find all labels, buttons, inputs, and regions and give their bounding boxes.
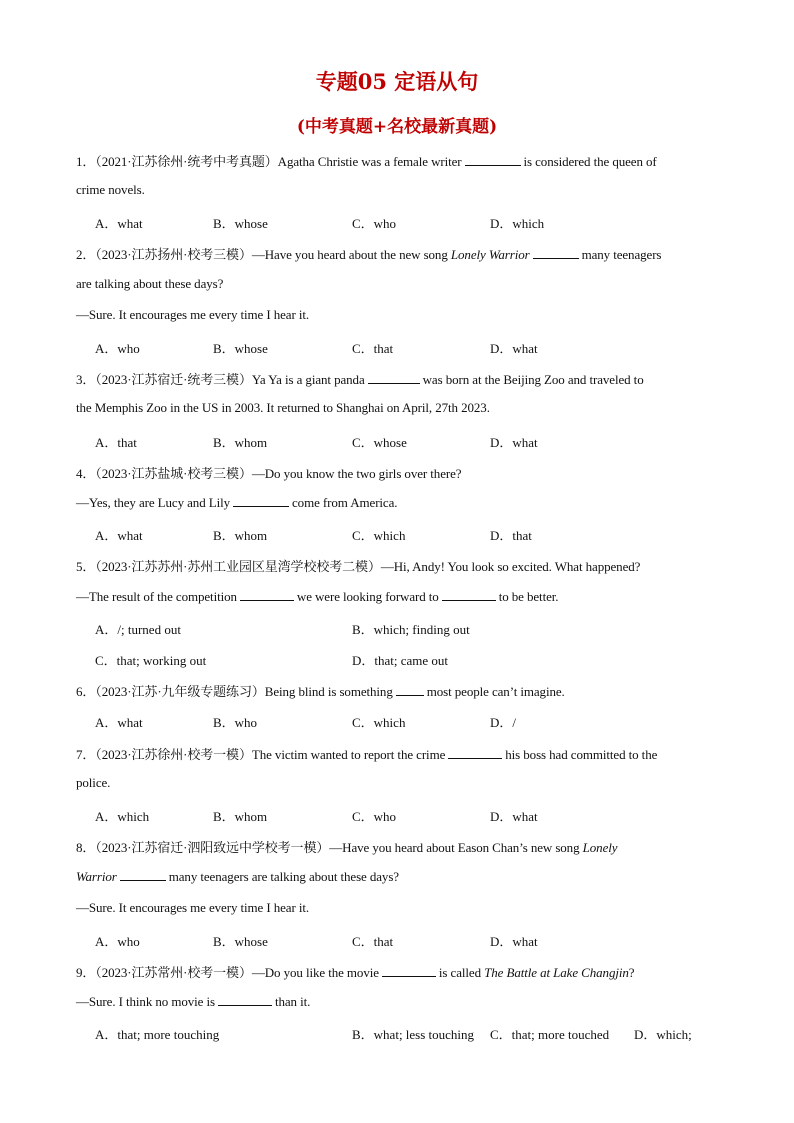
- question-7-option-b[interactable]: B．whom: [213, 809, 268, 824]
- question-5-stem: 5．（2023·江苏苏州·苏州工业园区星湾学校校考二模）—Hi, Andy! You look so excited. What happened?: [76, 559, 641, 574]
- question-3-option-a[interactable]: A．that: [95, 435, 137, 450]
- question-2-option-c[interactable]: C．that: [352, 341, 394, 356]
- question-8-option-b[interactable]: B．whose: [213, 934, 268, 949]
- question-1-option-d[interactable]: D．which: [490, 216, 545, 231]
- question-9-option-c[interactable]: C．that; more touched: [490, 1027, 610, 1042]
- answer-blank: [233, 494, 289, 507]
- question-3-stem: 3．（2023·江苏宿迁·统考三模）Ya Ya is a giant panda was born at the Beijing Zoo and traveled to: [76, 372, 644, 387]
- question-9-option-d[interactable]: D．which;: [634, 1027, 692, 1042]
- question-4-option-d[interactable]: D．that: [490, 528, 532, 543]
- page-title: 专题05 定语从句: [315, 69, 479, 94]
- question-2-option-a[interactable]: A．who: [95, 341, 140, 356]
- question-7-option-d[interactable]: D．what: [490, 809, 538, 824]
- question-5-option-a[interactable]: A．/; turned out: [95, 622, 181, 637]
- question-5-option-c[interactable]: C．that; working out: [95, 653, 207, 668]
- question-1-option-a[interactable]: A．what: [95, 216, 143, 231]
- answer-blank: [120, 868, 166, 881]
- question-9-reply: —Sure. I think no movie is than it.: [76, 994, 311, 1009]
- question-2-stem-cont: are talking about these days?: [76, 276, 224, 291]
- question-6-option-a[interactable]: A．what: [95, 715, 143, 730]
- answer-blank: [368, 371, 420, 384]
- question-3-option-c[interactable]: C．whose: [352, 435, 407, 450]
- question-7-stem-cont: police.: [76, 775, 111, 790]
- question-4-option-c[interactable]: C．which: [352, 528, 406, 543]
- question-1-stem-cont: crime novels.: [76, 182, 145, 197]
- question-4-reply: —Yes, they are Lucy and Lily come from America.: [76, 495, 398, 510]
- question-1-stem: 1．（2021·江苏徐州·统考中考真题）Agatha Christie was a female writer is considered the queen of: [76, 154, 657, 169]
- question-1-option-c[interactable]: C．who: [352, 216, 397, 231]
- question-7-stem: 7．（2023·江苏徐州·校考一模）The victim wanted to report the crime his boss had committed to the: [76, 747, 658, 762]
- question-5-option-d[interactable]: D．that; came out: [352, 653, 449, 668]
- question-4-option-a[interactable]: A．what: [95, 528, 143, 543]
- answer-blank: [396, 683, 424, 696]
- question-3-option-b[interactable]: B．whom: [213, 435, 268, 450]
- question-4-stem: 4．（2023·江苏盐城·校考三模）—Do you know the two girls over there?: [76, 466, 462, 481]
- question-9-stem: 9．（2023·江苏常州·校考一模）—Do you like the movie is called The Battle at Lake Changjin?: [76, 965, 635, 980]
- answer-blank: [533, 246, 579, 259]
- answer-blank: [240, 588, 294, 601]
- question-6-option-b[interactable]: B．who: [213, 715, 258, 730]
- question-7-option-c[interactable]: C．who: [352, 809, 397, 824]
- question-3-stem-cont: the Memphis Zoo in the US in 2003. It returned to Shanghai on April, 27th 2023.: [76, 400, 490, 415]
- answer-blank: [442, 588, 496, 601]
- question-2-option-b[interactable]: B．whose: [213, 341, 268, 356]
- question-8-option-c[interactable]: C．that: [352, 934, 394, 949]
- question-6-stem: 6．（2023·江苏·九年级专题练习）Being blind is something most people can’t imagine.: [76, 684, 565, 699]
- answer-blank: [382, 964, 436, 977]
- question-6-option-c[interactable]: C．which: [352, 715, 406, 730]
- page-subtitle: (中考真题+名校最新真题): [296, 117, 498, 137]
- question-8-option-d[interactable]: D．what: [490, 934, 538, 949]
- question-2-stem: 2．（2023·江苏扬州·校考三模）—Have you heard about the new song Lonely Warrior many teenagers: [76, 247, 662, 262]
- question-5-option-b[interactable]: B．which; finding out: [352, 622, 470, 637]
- answer-blank: [465, 153, 521, 166]
- question-8-option-a[interactable]: A．who: [95, 934, 140, 949]
- question-6-option-d[interactable]: D．/: [490, 715, 517, 730]
- question-8-stem: 8．（2023·江苏宿迁·泗阳致远中学校考一模）—Have you heard about Eason Chan’s new song Lonely: [76, 840, 618, 855]
- question-8-reply: —Sure. It encourages me every time I hear it.: [76, 900, 310, 915]
- question-2-reply: —Sure. It encourages me every time I hear it.: [76, 307, 310, 322]
- question-4-option-b[interactable]: B．whom: [213, 528, 268, 543]
- question-3-option-d[interactable]: D．what: [490, 435, 538, 450]
- question-7-option-a[interactable]: A．which: [95, 809, 150, 824]
- question-8-stem-cont: Warrior many teenagers are talking about these days?: [76, 869, 399, 884]
- question-9-option-a[interactable]: A．that; more touching: [95, 1027, 220, 1042]
- question-5-reply: —The result of the competition we were looking forward to to be better.: [76, 589, 559, 604]
- question-9-option-b[interactable]: B．what; less touching: [352, 1027, 475, 1042]
- answer-blank: [448, 746, 502, 759]
- answer-blank: [218, 993, 272, 1006]
- question-2-option-d[interactable]: D．what: [490, 341, 538, 356]
- question-1-option-b[interactable]: B．whose: [213, 216, 268, 231]
